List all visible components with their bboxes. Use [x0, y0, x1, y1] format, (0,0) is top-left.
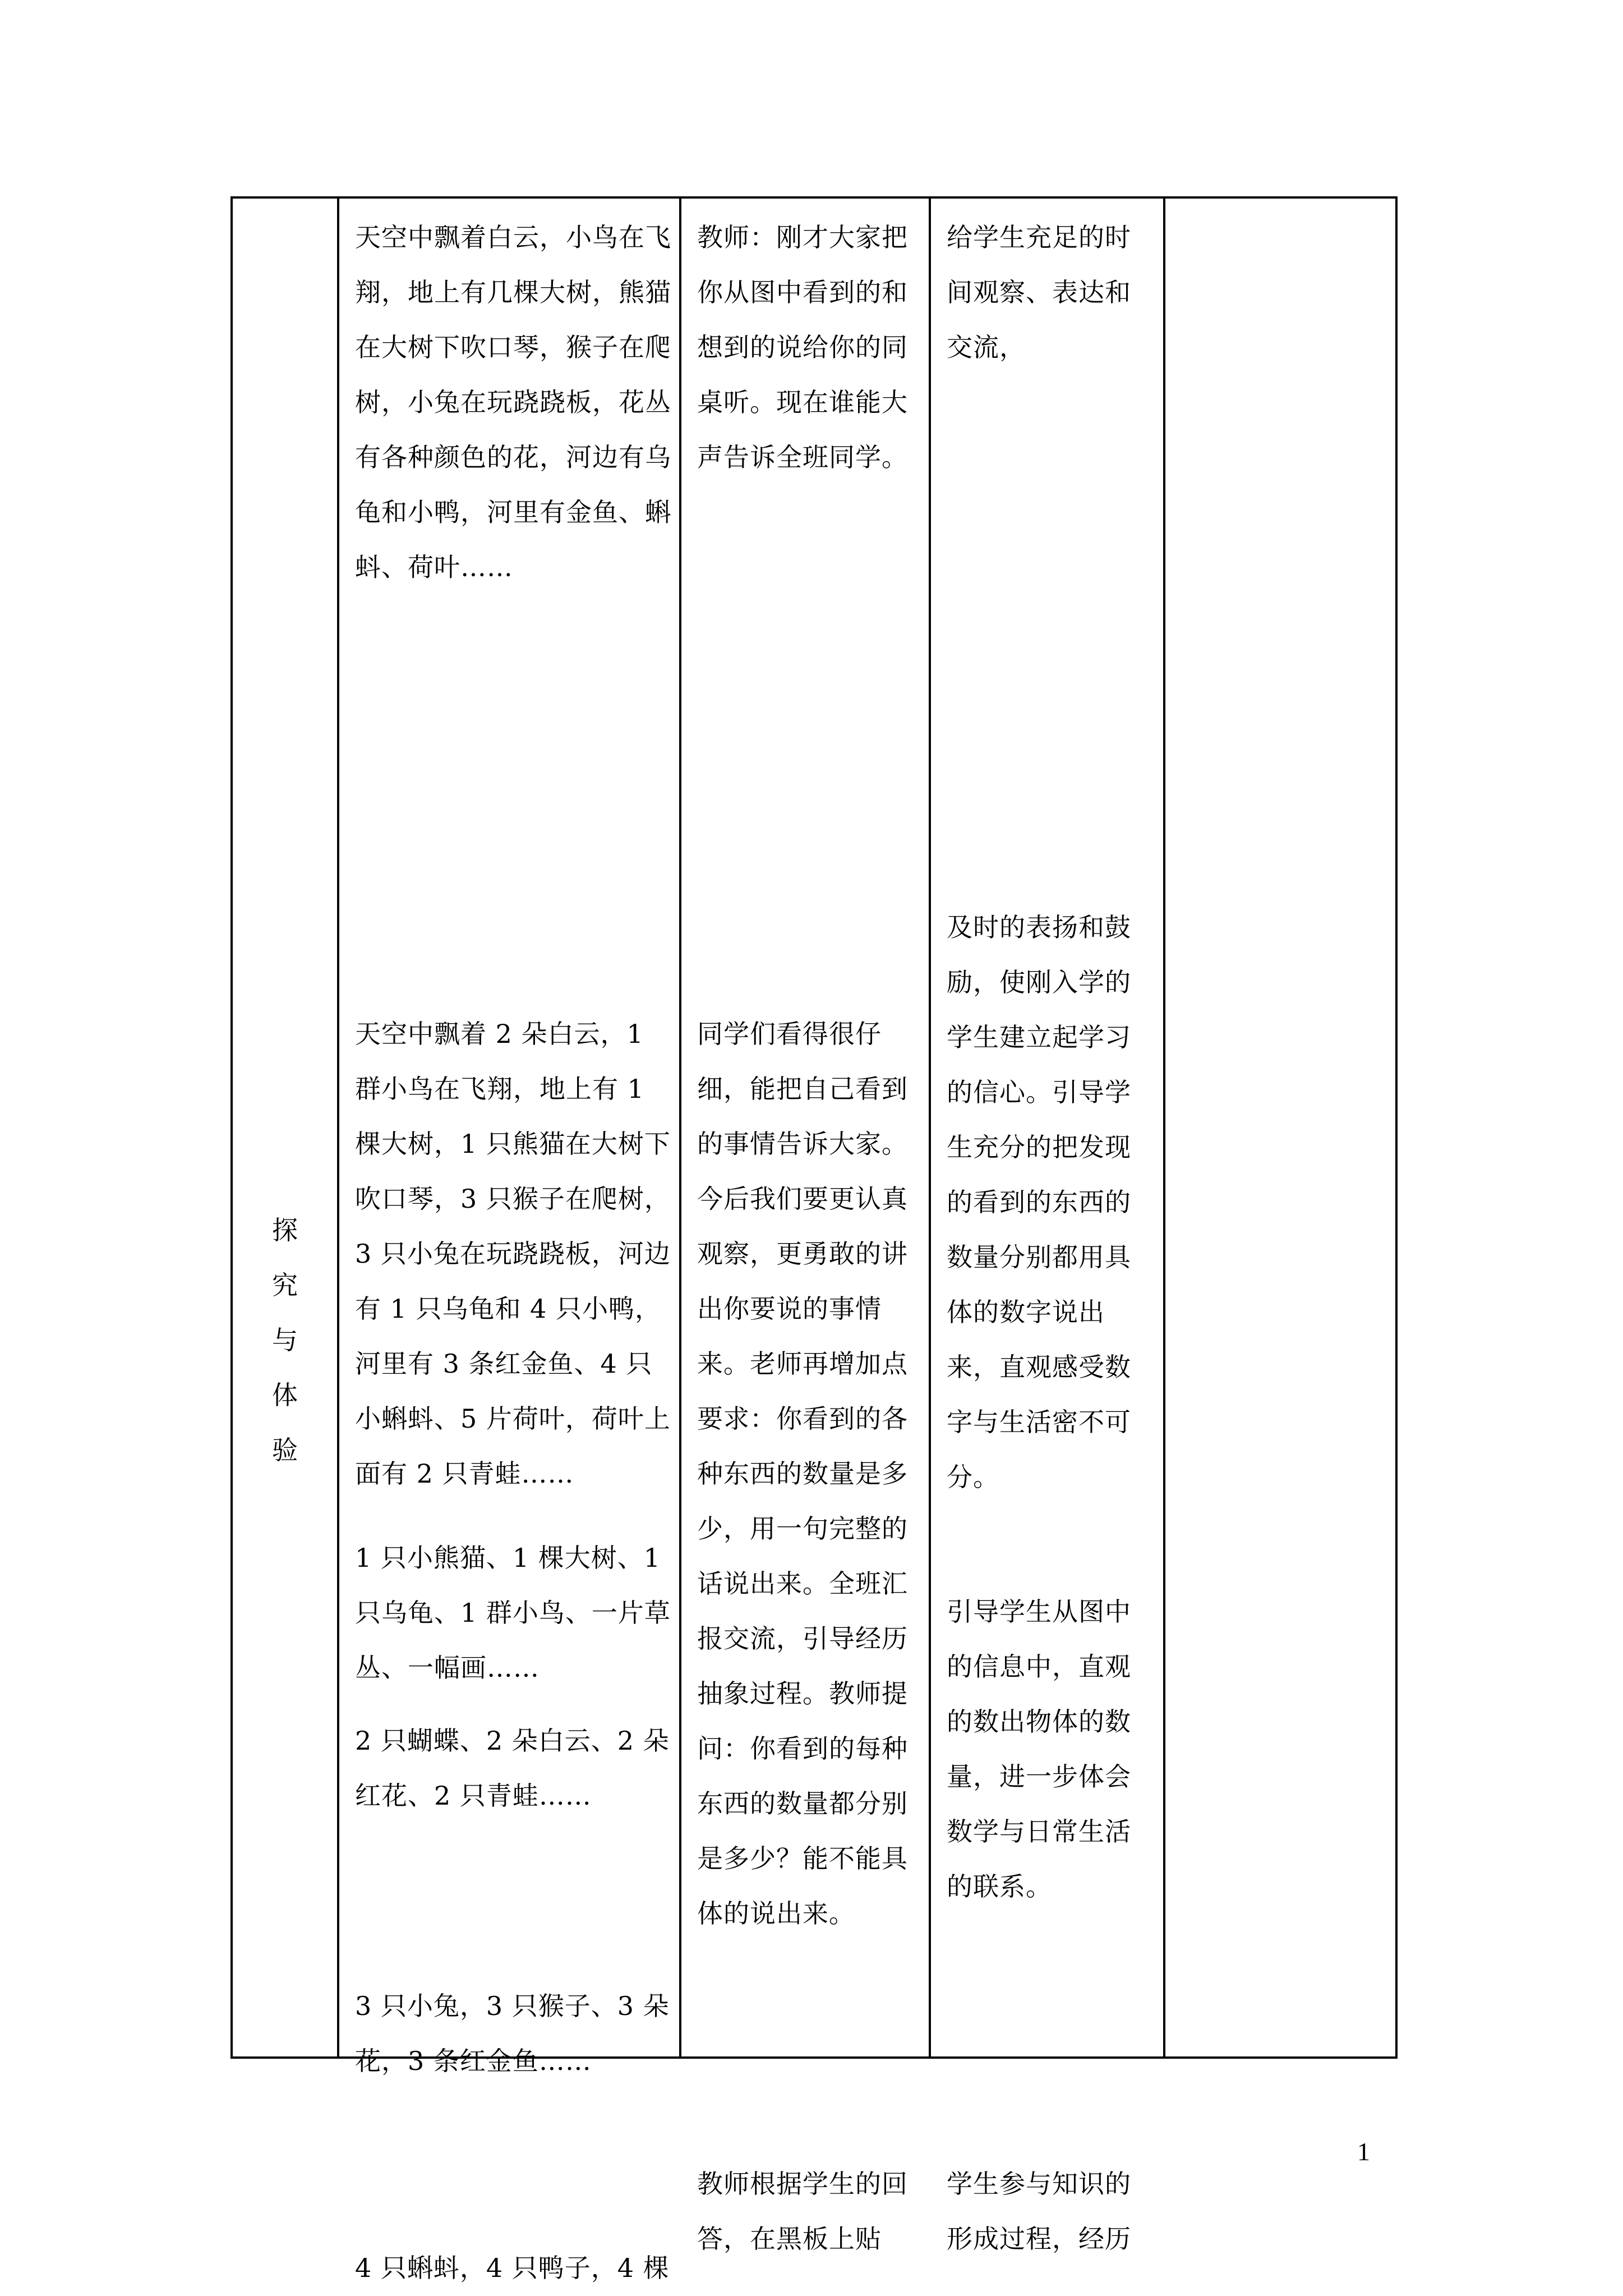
- student-response-6: 4 只蝌蚪，4 只鸭子，4 棵: [355, 2253, 670, 2283]
- teacher-activity-cell: [680, 197, 930, 2254]
- section-cell: [232, 197, 338, 2058]
- design-intent-1: 给学生充足的时间观察、表达和交流，: [947, 222, 1131, 362]
- lesson-plan-table: [230, 196, 1398, 2283]
- section-label: 探 究 与 体 验: [272, 1215, 298, 1465]
- design-intent-2: 及时的表扬和鼓励，使刚入学的学生建立起学习的信心。引导学生充分的把发现的看到的东西的数量分别都用具体的数字说出来，直观感受数字与生活密不可分。: [947, 912, 1131, 1492]
- student-response-4: 2 只蝴蝶、2 朵白云、2 朵红花、2 只青蛙……: [355, 1726, 670, 1811]
- student-response-1: 天空中飘着白云，小鸟在飞翔，地上有几棵大树，熊猫在大树下吹口琴，猴子在爬树，小兔在玩跷跷板，花丛有各种颜色的花，河边有乌龟和小鸭，河里有金鱼、蝌蚪、荷叶……: [355, 222, 671, 582]
- student-response-2: 天空中飘着 2 朵白云，1 群小鸟在飞翔，地上有 1 棵大树，1 只熊猫在大树下吹口琴，3 只猴子在爬树，3 只小兔在玩跷跷板，河边有 1 只乌龟和 4 只小鸭，河里有 3 条红金鱼、4 只小蝌蚪、5 片荷叶，荷叶上面有 2 只青蛙……: [355, 1019, 671, 1489]
- student-activity-cell: [338, 197, 680, 2283]
- design-intent-3: 引导学生从图中的信息中，直观的数出物体的数量，进一步体会数学与日常生活的联系。: [947, 1596, 1131, 1902]
- table-row: [232, 197, 1396, 2058]
- teacher-activity-3: 教师根据学生的回答，在黑板上贴: [697, 2169, 908, 2254]
- page-number: 1: [1357, 2137, 1370, 2166]
- design-intent-4: 学生参与知识的形成过程，经历: [947, 2169, 1131, 2254]
- notes-cell: [1164, 197, 1396, 2058]
- student-response-5: 3 只小兔，3 只猴子、3 朵花，3 条红金鱼……: [355, 1991, 670, 2076]
- teacher-activity-1: 教师：刚才大家把你从图中看到的和想到的说给你的同桌听。现在谁能大声告诉全班同学。: [697, 222, 908, 472]
- design-intent-cell: [930, 197, 1164, 2254]
- teacher-activity-2: 同学们看得很仔细，能把自己看到的事情告诉大家。今后我们要更认真观察，更勇敢的讲出你要说的事情来。老师再增加点要求：你看到的各种东西的数量是多少，用一句完整的话说出来。全班汇报交流，引导经历抽象过程。教师提问：你看到的每种东西的数量都分别是多少？能不能具体的说出来。: [697, 1019, 908, 1929]
- student-response-3: 1 只小熊猫、1 棵大树、1 只乌龟、1 群小鸟、一片草丛、一幅画……: [355, 1543, 671, 1683]
